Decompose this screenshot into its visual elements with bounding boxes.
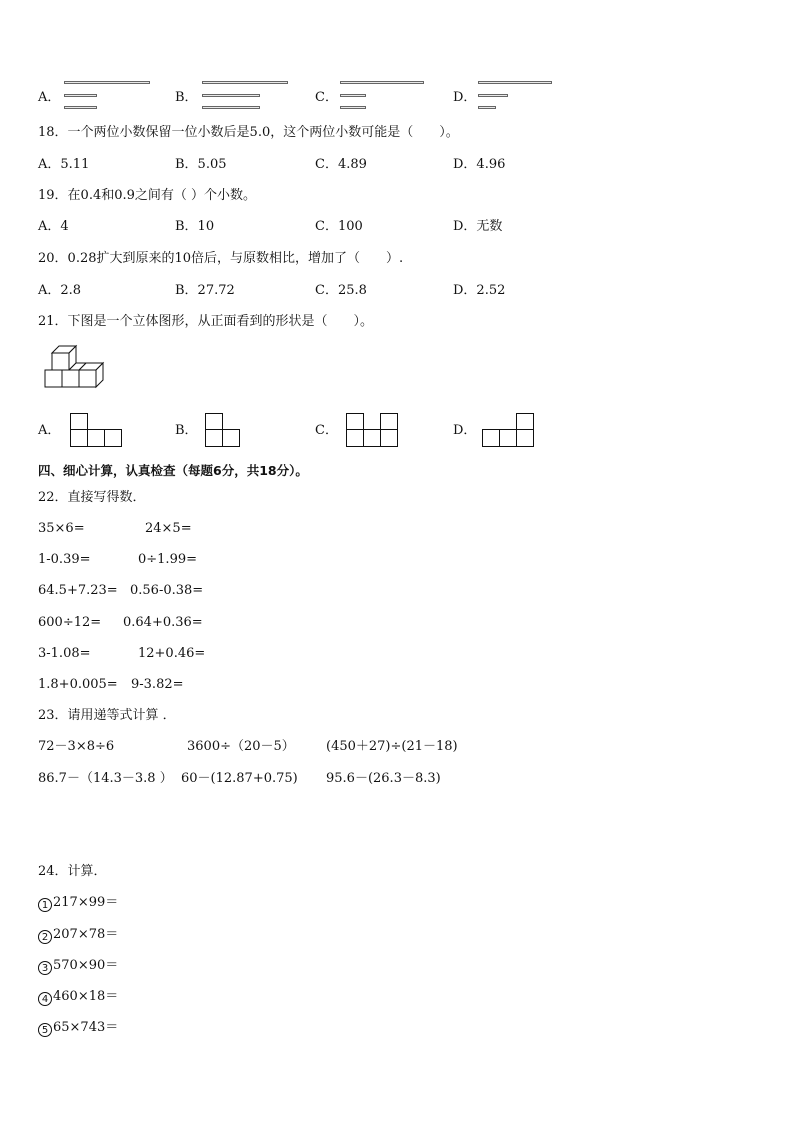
q19-option-b[interactable]: B．10 bbox=[175, 219, 215, 234]
q22-r2-c2: 0÷1.99= bbox=[138, 552, 198, 567]
q21-option-b[interactable]: B． bbox=[175, 423, 198, 438]
q22-r4-c2: 0.64+0.36= bbox=[123, 615, 203, 630]
q17-option-c[interactable]: C． bbox=[315, 90, 338, 105]
q22-r3-c1: 64.5+7.23= bbox=[38, 583, 118, 598]
q18-option-c[interactable]: C．4.89 bbox=[315, 157, 367, 172]
circled-number-4: 4 bbox=[38, 992, 52, 1006]
q22-r3-c2: 0.56-0.38= bbox=[130, 583, 204, 598]
q24-item-1: 1 217×99＝ bbox=[38, 896, 118, 912]
q23-r1-c1: 72－3×8÷6 bbox=[38, 739, 115, 754]
q23-r2-c3: 95.6－(26.3－8.3) bbox=[326, 771, 441, 786]
q22-stem: 22．直接写得数． bbox=[38, 490, 146, 505]
q18-option-d[interactable]: D．4.96 bbox=[453, 157, 506, 172]
q22-r6-c2: 9-3.82= bbox=[131, 677, 184, 692]
q22-r5-c2: 12+0.46= bbox=[138, 646, 206, 661]
q21-figure-b bbox=[205, 413, 241, 447]
q20-option-c[interactable]: C．25.8 bbox=[315, 283, 367, 298]
q21-figure-a bbox=[70, 413, 122, 447]
q23-r1-c3: (450＋27)÷(21－18) bbox=[326, 739, 458, 754]
q21-figure-c bbox=[346, 413, 398, 447]
q22-r5-c1: 3-1.08= bbox=[38, 646, 91, 661]
q23-r2-c1: 86.7－（14.3－3.8 ） bbox=[38, 771, 173, 786]
circled-number-5: 5 bbox=[38, 1023, 52, 1037]
q24-item-2: 2 207×78＝ bbox=[38, 928, 118, 944]
q22-r4-c1: 600÷12= bbox=[38, 615, 102, 630]
q21-solid-figure bbox=[44, 343, 114, 395]
q18-option-b[interactable]: B．5.05 bbox=[175, 157, 227, 172]
q21-figure-d bbox=[482, 413, 534, 447]
q19-option-a[interactable]: A．4 bbox=[38, 219, 69, 234]
q19-stem: 19．在0.4和0.9之间有（ ）个小数。 bbox=[38, 188, 257, 203]
q21-option-a[interactable]: A． bbox=[38, 423, 61, 438]
q22-r2-c1: 1-0.39= bbox=[38, 552, 91, 567]
q20-option-a[interactable]: A．2.8 bbox=[38, 283, 82, 298]
q23-r1-c2: 3600÷（20－5） bbox=[187, 739, 295, 754]
q18-option-a[interactable]: A．5.11 bbox=[38, 157, 90, 172]
q19-option-d[interactable]: D．无数 bbox=[453, 219, 503, 234]
q22-r6-c1: 1.8+0.005= bbox=[38, 677, 118, 692]
q18-stem: 18．一个两位小数保留一位小数后是5.0，这个两位小数可能是（ ）。 bbox=[38, 125, 459, 140]
q20-stem: 20．0.28扩大到原来的10倍后，与原数相比，增加了（ ）. bbox=[38, 251, 404, 266]
section4-title: 四、细心计算，认真检查（每题6分，共18分）。 bbox=[38, 463, 308, 478]
q23-r2-c2: 60－(12.87+0.75) bbox=[181, 771, 298, 786]
q17-option-a[interactable]: A． bbox=[38, 90, 61, 105]
circled-number-2: 2 bbox=[38, 930, 52, 944]
q20-option-d[interactable]: D．2.52 bbox=[453, 283, 506, 298]
q21-option-c[interactable]: C． bbox=[315, 423, 338, 438]
q24-item-3: 3 570×90＝ bbox=[38, 959, 118, 975]
q20-option-b[interactable]: B．27.72 bbox=[175, 283, 235, 298]
q21-stem: 21．下图是一个立体图形，从正面看到的形状是（ ）。 bbox=[38, 314, 374, 329]
q24-item-4: 4 460×18＝ bbox=[38, 990, 118, 1006]
q22-r1-c1: 35×6= bbox=[38, 521, 85, 536]
q19-option-c[interactable]: C．100 bbox=[315, 219, 363, 234]
circled-number-1: 1 bbox=[38, 898, 52, 912]
q24-stem: 24．计算． bbox=[38, 864, 107, 879]
q17-option-b[interactable]: B． bbox=[175, 90, 198, 105]
circled-number-3: 3 bbox=[38, 961, 52, 975]
q22-r1-c2: 24×5= bbox=[145, 521, 192, 536]
q23-stem: 23．请用递等式计算 ． bbox=[38, 708, 176, 723]
q21-option-d[interactable]: D． bbox=[453, 423, 477, 438]
q17-option-d[interactable]: D． bbox=[453, 90, 477, 105]
q24-item-5: 5 65×743＝ bbox=[38, 1021, 118, 1037]
